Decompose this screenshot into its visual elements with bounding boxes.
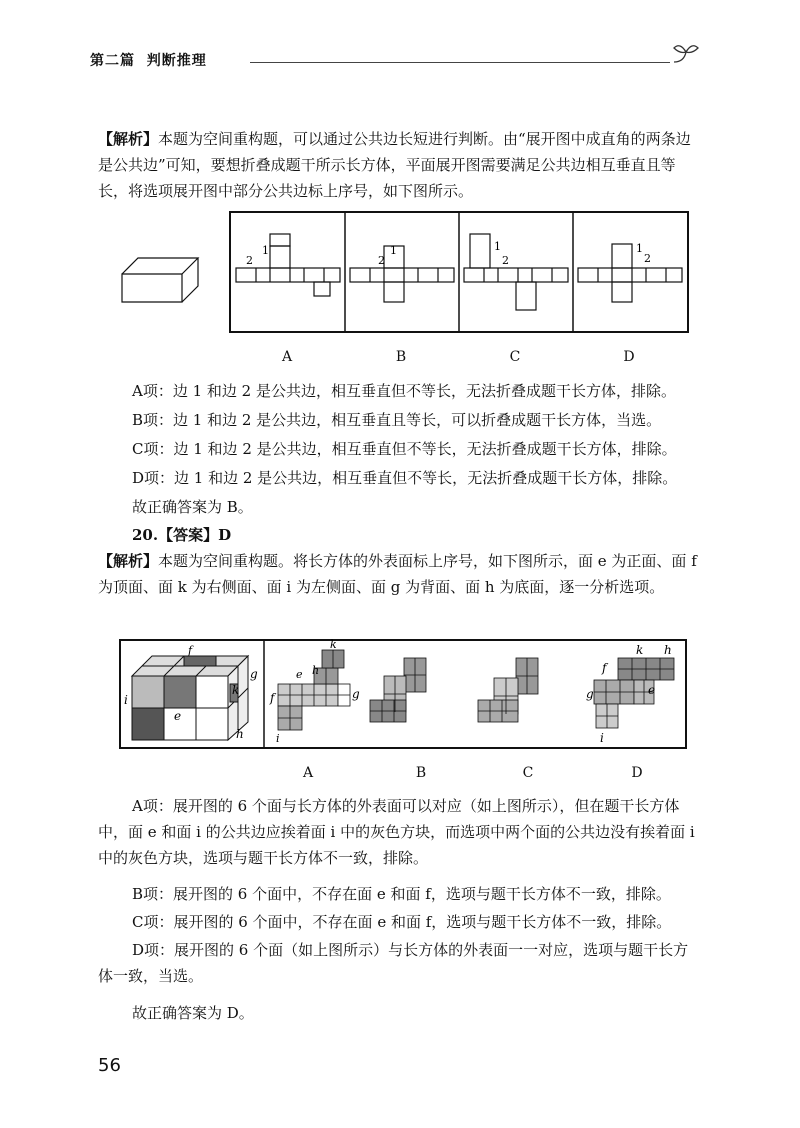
- net-d-label-g: g: [586, 687, 594, 701]
- net-d-label-f: f: [602, 661, 607, 675]
- header-part: 第二篇 判断推理: [90, 53, 207, 69]
- analysis1-option-d: D项：边 1 和边 2 是公共边，相互垂直但不等长，无法折叠成题干长方体，排除。: [132, 469, 678, 487]
- figure2-label-a: A: [302, 765, 314, 781]
- net-d-edge-1: 1: [636, 242, 643, 255]
- net-c: [464, 234, 568, 310]
- net-a-label-h: h: [312, 664, 320, 677]
- figure-cuboid-nets-2: [118, 638, 688, 750]
- figure2-label-b: B: [415, 765, 427, 781]
- running-header: [90, 40, 710, 72]
- net-a-edge-1: 1: [262, 244, 269, 257]
- net-a-label-e: e: [296, 668, 303, 681]
- figure1-label-b: B: [395, 349, 407, 365]
- q20-conclusion: 故正确答案为 D。: [132, 1004, 254, 1022]
- q20-option-d: D项：展开图的 6 个面（如上图所示）与长方体的外表面一一对应，选项与题干长方体一致，当选。: [98, 941, 689, 985]
- header-rule: [250, 62, 670, 63]
- analysis1-conclusion: 故正确答案为 B。: [132, 498, 253, 516]
- q20-option-c: C项：展开图的 6 个面中，不存在面 e 和面 f，选项与题干长方体不一致，排除。: [132, 913, 672, 931]
- face-label-i: i: [124, 693, 128, 707]
- figure1-label-d: D: [623, 349, 635, 365]
- figure1-label-c: C: [509, 349, 521, 365]
- page-number: 56: [98, 1055, 121, 1076]
- net-c-edge-2: 2: [502, 254, 509, 267]
- face-label-h: h: [236, 727, 244, 741]
- analysis-paragraph: 【解析】本题为空间重构题，可以通过公共边长短进行判断。由“展开图中成直角的两条边是公共边”可知，要想折叠成题干所示长方体，平面展开图需要满足公共边相互垂直且等长，将选项展开图中部分公共边标上序号，如下图所示。: [98, 130, 691, 200]
- net-d: [578, 244, 682, 302]
- net-b-edge-2: 2: [378, 254, 385, 267]
- net-d-label-i: i: [600, 731, 604, 745]
- figure2-label-c: C: [522, 765, 534, 781]
- net-d-label-k: k: [636, 643, 644, 657]
- labeled-cuboid: [132, 656, 248, 740]
- face-label-k: k: [232, 683, 240, 697]
- net-d-label-h: h: [664, 643, 672, 657]
- figure2-label-d: D: [631, 765, 643, 781]
- net-a-label-k: k: [330, 638, 337, 651]
- figure-cuboid-nets-1: [118, 210, 718, 340]
- net-b: [350, 246, 454, 302]
- figure1-label-a: A: [281, 349, 293, 365]
- net-d-label-e: e: [648, 683, 656, 697]
- q20-option-b: B项：展开图的 6 个面中，不存在面 e 和面 f，选项与题干长方体不一致，排除。: [132, 885, 671, 903]
- face-label-g: g: [250, 667, 258, 681]
- q20-option-a: A项：展开图的 6 个面与长方体的外表面可以对应（如上图所示），但在题干长方体中，面 e 和面 i 的公共边应挨着面 i 中的灰色方块，而选项中两个面的公共边没有挨着面 i 中的灰色方块，选项与题干长方体不一致，排除。: [98, 797, 695, 867]
- header-chapter: 判断推理: [146, 53, 207, 69]
- sprout-icon: [670, 40, 700, 70]
- net-a-label-i: i: [276, 732, 280, 745]
- net-b-grid: [370, 658, 426, 722]
- figure1-option-labels: [0, 349, 800, 369]
- figure2-option-labels: [0, 765, 800, 785]
- analysis1-option-c: C项：边 1 和边 2 是公共边，相互垂直但不等长，无法折叠成题干长方体，排除。: [132, 440, 677, 458]
- analysis1-option-b: B项：边 1 和边 2 是公共边，相互垂直且等长，可以折叠成题干长方体，当选。: [132, 411, 662, 429]
- q20-analysis-paragraph: 【解析】本题为空间重构题。将长方体的外表面标上序号，如下图所示，面 e 为正面、面 f 为顶面、面 k 为右侧面、面 i 为左侧面、面 g 为背面、面 h 为底面，逐一分析选项。: [98, 552, 697, 596]
- face-label-e: e: [174, 709, 182, 723]
- q20-answer: 20.【答案】D: [132, 526, 232, 544]
- net-a-edge-2: 2: [246, 254, 253, 267]
- net-a-label-g: g: [352, 687, 360, 701]
- analysis1-option-a: A项：边 1 和边 2 是公共边，相互垂直但不等长，无法折叠成题干长方体，排除。: [132, 382, 676, 400]
- net-c-grid: [478, 658, 538, 722]
- net-a-grid: [278, 650, 350, 730]
- net-b-edge-1: 1: [390, 244, 397, 257]
- net-a-label-f: f: [270, 691, 275, 705]
- net-c-edge-1: 1: [494, 240, 501, 253]
- net-d-edge-2: 2: [644, 252, 651, 265]
- cuboid-drawing: [122, 258, 198, 302]
- face-label-f: f: [188, 644, 193, 657]
